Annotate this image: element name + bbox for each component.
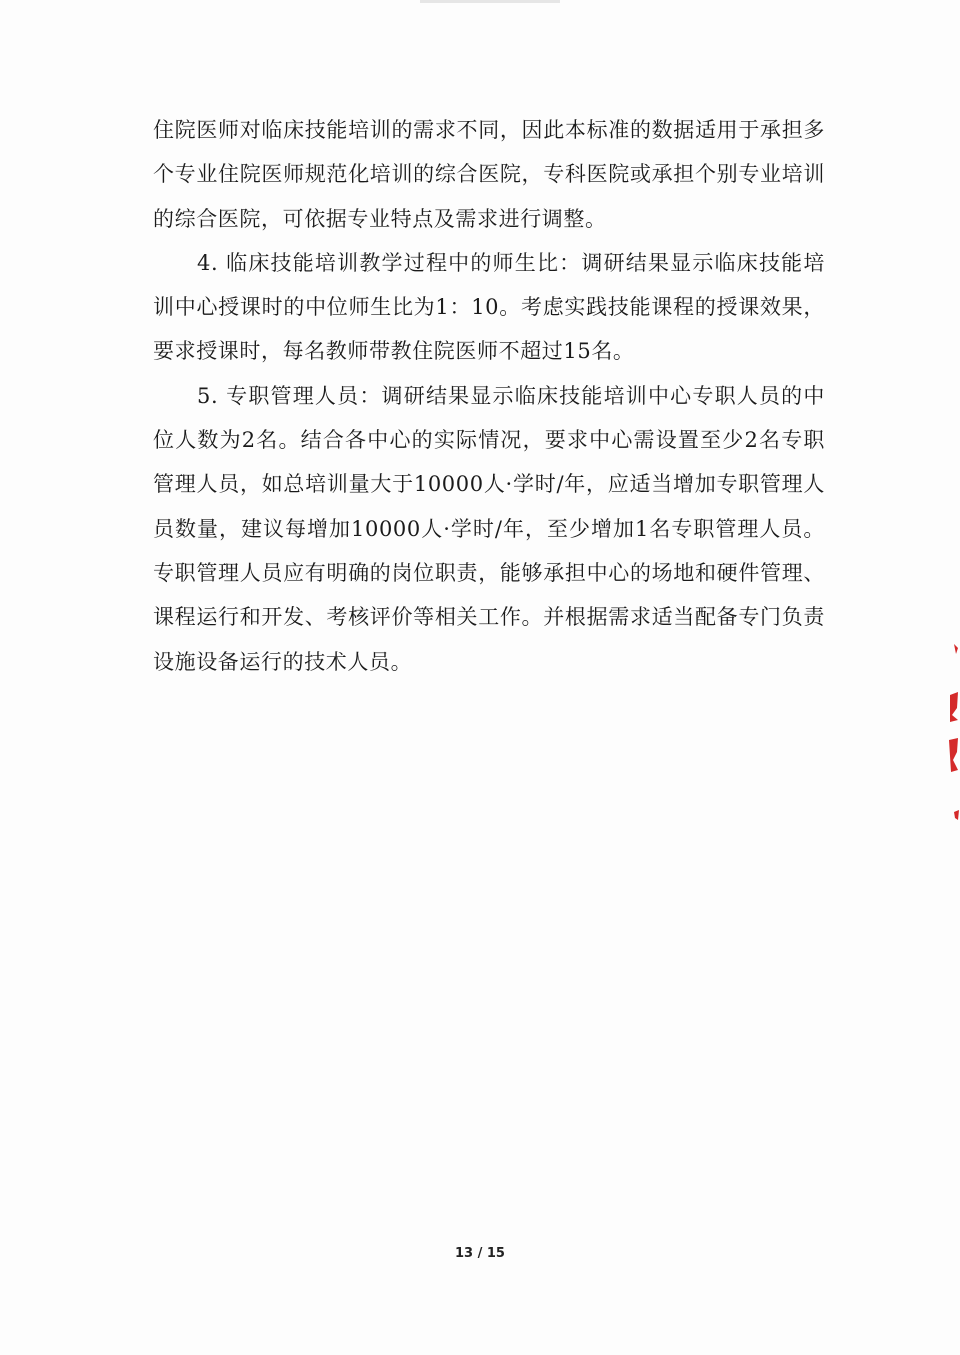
seal-fragment-2 — [950, 692, 958, 722]
paragraph-teacher-student-ratio: 4. 临床技能培训教学过程中的师生比：调研结果显示临床技能培训中心授课时的中位师生比为1：10。考虑实践技能课程的授课效果，要求授课时，每名教师带教住院医师不超过15名。 — [153, 250, 825, 364]
page-number: 13 / 15 — [455, 1246, 505, 1261]
seal-fragment-1 — [954, 644, 958, 654]
seal-fragment-4 — [954, 810, 959, 820]
document-body — [153, 108, 825, 684]
scan-artifact — [420, 0, 560, 3]
seal-fragment-3 — [949, 738, 958, 772]
paragraph-continuation: 住院医师对临床技能培训的需求不同，因此本标准的数据适用于承担多个专业住院医师规范化培训的综合医院，专科医院或承担个别专业培训的综合医院，可依据专业特点及需求进行调整。 — [153, 118, 825, 231]
seal-stamp-edge — [946, 640, 960, 830]
paragraph-dedicated-staff: 5. 专职管理人员：调研结果显示临床技能培训中心专职人员的中位人数为2名。结合各中心的实际情况，要求中心需设置至少2名专职管理人员，如总培训量大于10000人·学时/年，应适当增加专职管理人员数量，建议每增加10000人·学时/年，至少增加1名专职管理人员。专职管理人员应有明确的岗位职责，能够承担中心的场地和硬件管理、课程运行和开发、考核评价等相关工作。并根据需求适当配备专门负责设施设备运行的技术人员。 — [153, 383, 825, 674]
